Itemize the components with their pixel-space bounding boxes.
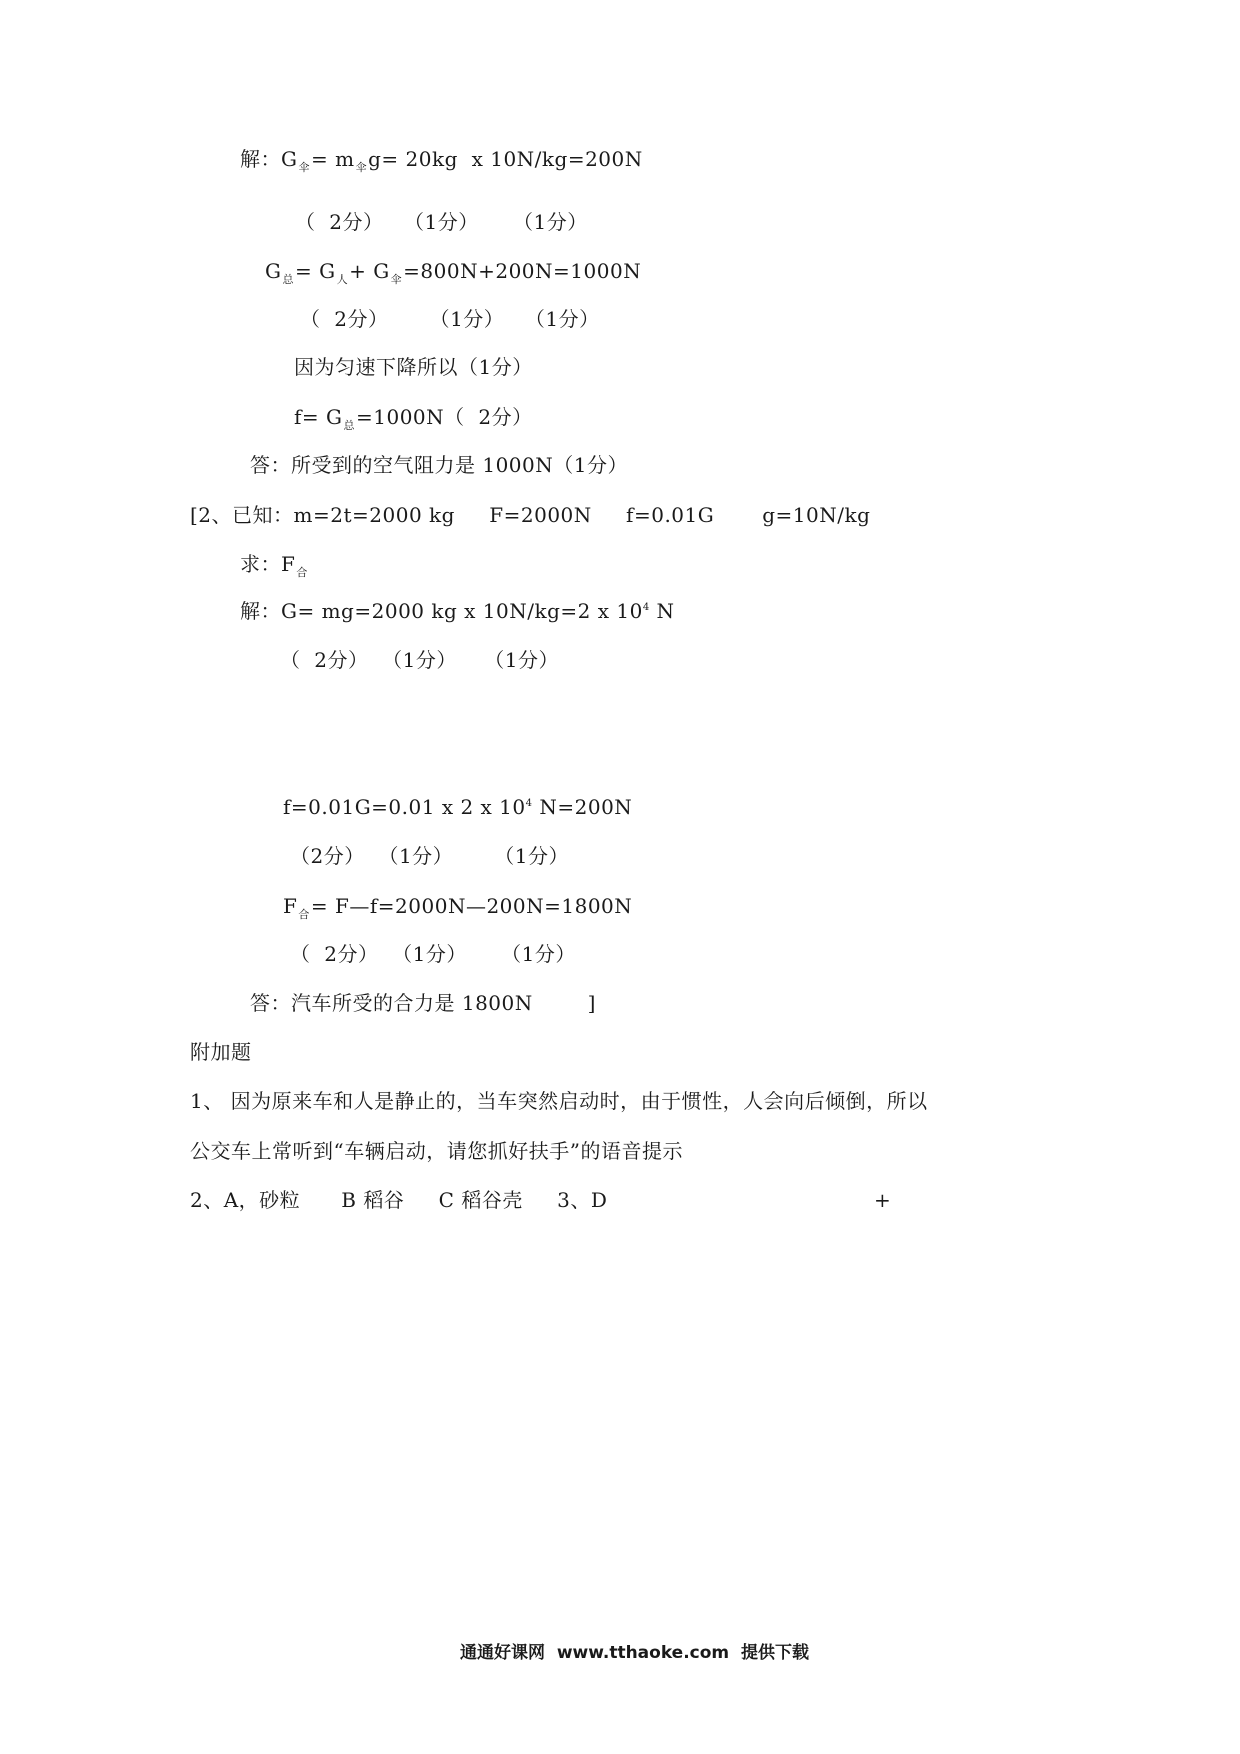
text: = m <box>310 147 355 171</box>
solution1-line2 <box>265 258 641 288</box>
solution1-reason: 因为匀速下降所以（1分） <box>294 355 533 379</box>
solution2-line3 <box>283 893 632 923</box>
text: 解：G <box>240 147 298 171</box>
superscript: 4 <box>642 602 650 613</box>
text: 求：F <box>240 552 296 576</box>
plus-mark: + <box>874 1188 892 1212</box>
text: F <box>283 894 298 918</box>
solution1-answer: 答：所受到的空气阻力是 1000N（1分） <box>250 453 628 477</box>
bonus-q1-line1: 1、 因为原来车和人是静止的，当车突然启动时，由于惯性，人会向后倾倒，所以 <box>190 1089 928 1113</box>
text: g= 20kg x 10N/kg=200N <box>368 147 643 171</box>
text: N <box>649 599 675 623</box>
subscript: 人 <box>336 273 349 286</box>
footer-credit: 通通好课网 www.tthaoke.com 提供下载 <box>460 1643 809 1663</box>
solution2-marks2: （2分） （1分） （1分） <box>290 844 570 868</box>
solution2-marks3: （ 2分） （1分） （1分） <box>290 942 576 966</box>
text: G <box>265 259 282 283</box>
subscript: 总 <box>343 419 355 432</box>
text: = F—f=2000N—200N=1800N <box>310 894 633 918</box>
subscript: 总 <box>282 273 294 286</box>
solution2-marks1: （ 2分） （1分） （1分） <box>280 648 560 672</box>
bonus-title: 附加题 <box>190 1040 252 1064</box>
solution1-line3 <box>294 404 533 434</box>
text: f= G <box>294 405 343 429</box>
solution2-line2 <box>283 794 632 825</box>
solution1-line1 <box>240 146 643 176</box>
text: + G <box>349 259 390 283</box>
text: = G <box>294 259 336 283</box>
text: N=200N <box>532 795 633 819</box>
text: 解：G= mg=2000 kg x 10N/kg=2 x 10 <box>240 599 643 623</box>
bonus-q2: 2、A，砂粒 B 稻谷 C 稻谷壳 3、D <box>190 1188 608 1212</box>
solution1-marks1: （ 2分） （1分） （1分） <box>295 210 588 234</box>
solution2-find <box>240 551 309 581</box>
solution2-line1 <box>240 598 675 629</box>
bonus-q1-line2: 公交车上常听到“车辆启动，请您抓好扶手”的语音提示 <box>190 1139 683 1163</box>
text: =800N+200N=1000N <box>403 259 642 283</box>
subscript: 伞 <box>355 161 368 174</box>
solution2-answer: 答：汽车所受的合力是 1800N ] <box>250 991 596 1015</box>
subscript: 伞 <box>298 161 310 174</box>
solution2-given: [2、已知：m=2t=2000 kg F=2000N f=0.01G g=10N/kg <box>190 503 871 527</box>
text: =1000N（ 2分） <box>356 405 533 429</box>
subscript: 伞 <box>390 273 403 286</box>
subscript: 合 <box>298 908 310 921</box>
text: f=0.01G=0.01 x 2 x 10 <box>283 795 526 819</box>
solution1-marks2: （ 2分） （1分） （1分） <box>300 307 600 331</box>
superscript: 4 <box>525 798 533 809</box>
subscript: 合 <box>296 566 308 579</box>
